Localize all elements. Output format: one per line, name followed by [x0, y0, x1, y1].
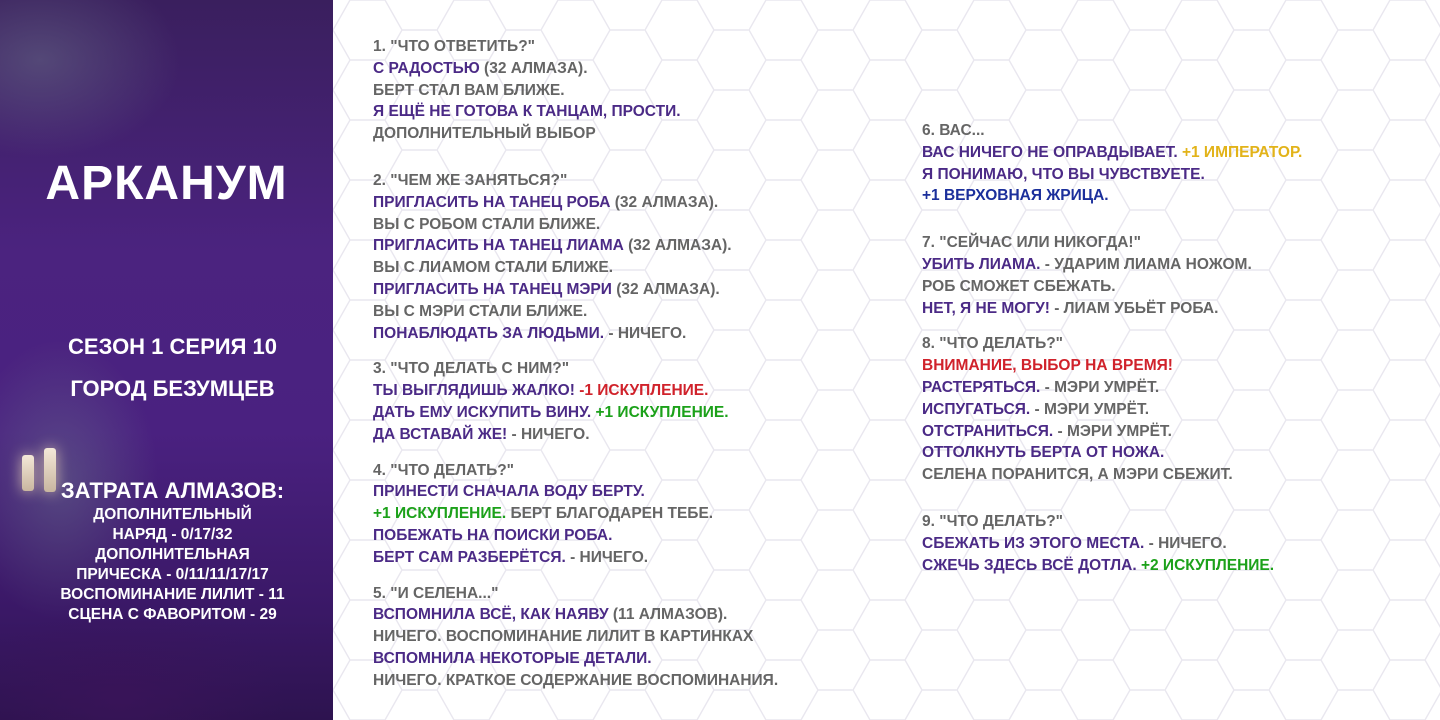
cost-line: ДОПОЛНИТЕЛЬНАЯ	[95, 546, 250, 563]
choice-result: ВЫ С ЛИАМОМ СТАЛИ БЛИЖЕ.	[373, 259, 614, 277]
sidebar-panel	[0, 0, 333, 720]
choice-result: СЕЛЕНА ПОРАНИТСЯ, А МЭРИ СБЕЖИТ.	[922, 466, 1233, 484]
choice-line	[373, 279, 778, 301]
choice-result: БЕРТ СТАЛ ВАМ БЛИЖЕ.	[373, 81, 565, 99]
choice-line	[373, 424, 778, 446]
choice-result: - НИЧЕГО.	[1144, 534, 1227, 552]
choice-line	[373, 235, 778, 257]
choice-line	[922, 142, 1302, 164]
choice-result: (32 АЛМАЗА).	[479, 59, 588, 77]
choice-block-5	[373, 583, 778, 692]
question-header: 1. "ЧТО ОТВЕТИТЬ?"	[373, 38, 536, 55]
cost-line: СЦЕНА С ФАВОРИТОМ - 29	[68, 606, 277, 623]
choice-result: НИЧЕГО. ВОСПОМИНАНИЕ ЛИЛИТ В КАРТИНКАХ	[373, 628, 754, 646]
choice-effect: +1 ВЕРХОВНАЯ ЖРИЦА.	[922, 187, 1109, 205]
choice-line	[373, 192, 778, 214]
choice-option: ТЫ ВЫГЛЯДИШЬ ЖАЛКО!	[373, 382, 575, 400]
choice-result: ДОПОЛНИТЕЛЬНЫЙ ВЫБОР	[373, 125, 596, 143]
choice-line	[373, 503, 778, 525]
question-header: 5. "И СЕЛЕНА..."	[373, 584, 499, 602]
choice-result: РОБ СМОЖЕТ СБЕЖАТЬ.	[922, 277, 1116, 295]
choice-line	[373, 323, 778, 345]
choice-line	[922, 399, 1302, 421]
choice-block-1	[373, 36, 778, 145]
question-header: 9. "ЧТО ДЕЛАТЬ?"	[922, 512, 1064, 530]
timed-choice-warning: ВНИМАНИЕ, ВЫБОР НА ВРЕМЯ!	[922, 357, 1173, 375]
choice-result: - НИЧЕГО.	[604, 324, 687, 342]
choice-result: - МЭРИ УМРЁТ.	[1040, 378, 1160, 396]
choice-option: ОТСТРАНИТЬСЯ.	[922, 422, 1054, 440]
cost-line: ВОСПОМИНАНИЕ ЛИЛИТ - 11	[60, 586, 285, 603]
episode-title: ГОРОД БЕЗУМЦЕВ	[70, 376, 275, 401]
choice-result: - УДАРИМ ЛИАМА НОЖОМ.	[1040, 255, 1252, 273]
choice-result: - МЭРИ УМРЁТ.	[1053, 422, 1172, 440]
choice-option: СБЕЖАТЬ ИЗ ЭТОГО МЕСТА.	[922, 534, 1145, 552]
choice-option: СЖЕЧЬ ЗДЕСЬ ВСЁ ДОТЛА.	[922, 556, 1137, 574]
choice-block-7	[922, 232, 1302, 319]
choice-result: (32 АЛМАЗА).	[611, 280, 720, 298]
choice-option: БЕРТ САМ РАЗБЕРЁТСЯ.	[373, 548, 566, 566]
episode-info	[0, 326, 333, 410]
choice-option: Я ЕЩЁ НЕ ГОТОВА К ТАНЦАМ, ПРОСТИ.	[373, 103, 681, 121]
choice-option: ПРИГЛАСИТЬ НА ТАНЕЦ РОБА	[373, 193, 611, 211]
choice-result: ВЫ С РОБОМ СТАЛИ БЛИЖЕ.	[373, 215, 601, 233]
choice-result: (11 АЛМАЗОВ).	[608, 606, 728, 624]
choice-option: УБИТЬ ЛИАМА.	[922, 255, 1041, 273]
choice-line	[373, 402, 778, 424]
choice-line	[922, 533, 1302, 555]
choice-effect: +2 ИСКУПЛЕНИЕ.	[1136, 556, 1275, 574]
cost-line: ПРИЧЕСКА - 0/11/11/17/17	[76, 566, 269, 583]
choice-effect: +1 ИМПЕРАТОР.	[1177, 143, 1303, 161]
choice-block-9	[922, 511, 1302, 576]
choice-result: - МЭРИ УМРЁТ.	[1030, 400, 1150, 418]
choice-option: ДАТЬ ЕМУ ИСКУПИТЬ ВИНУ.	[373, 403, 592, 421]
choices-column-right	[922, 120, 1302, 582]
choice-option: С РАДОСТЬЮ	[373, 59, 480, 77]
choice-option: НЕТ, Я НЕ МОГУ!	[922, 299, 1050, 317]
choice-line	[922, 254, 1302, 276]
choice-block-3	[373, 358, 778, 445]
choice-effect: +1 ИСКУПЛЕНИЕ.	[591, 403, 729, 421]
choice-block-6	[922, 120, 1302, 207]
choice-result: БЕРТ БЛАГОДАРЕН ТЕБЕ.	[506, 505, 714, 523]
choice-block-4	[373, 460, 778, 569]
choice-effect: +1 ИСКУПЛЕНИЕ.	[373, 505, 507, 523]
choice-option: РАСТЕРЯТЬСЯ.	[922, 378, 1041, 396]
question-header: 8. "ЧТО ДЕЛАТЬ?"	[922, 335, 1064, 353]
choice-option: ДА ВСТАВАЙ ЖЕ!	[373, 425, 508, 443]
game-title: АРКАНУМ	[45, 157, 288, 210]
question-header: 7. "СЕЙЧАС ИЛИ НИКОГДА!"	[922, 234, 1141, 252]
choice-option: ВСПОМНИЛА НЕКОТОРЫЕ ДЕТАЛИ.	[373, 649, 652, 667]
choice-option: ВАС НИЧЕГО НЕ ОПРАВДЫВАЕТ.	[922, 143, 1178, 161]
choice-line	[922, 421, 1302, 443]
choice-line	[373, 604, 778, 626]
cost-title: ЗАТРАТА АЛМАЗОВ:	[60, 478, 285, 503]
choice-option: ОТТОЛКНУТЬ БЕРТА ОТ НОЖА.	[922, 444, 1165, 462]
diamond-cost-block	[0, 478, 333, 625]
choice-line	[373, 58, 778, 80]
choice-result: НИЧЕГО. КРАТКОЕ СОДЕРЖАНИЕ ВОСПОМИНАНИЯ.	[373, 671, 779, 689]
season-episode: СЕЗОН 1 СЕРИЯ 10	[68, 334, 277, 359]
choice-block-8	[922, 333, 1302, 486]
choice-line	[922, 298, 1302, 320]
choice-result: - НИЧЕГО.	[565, 548, 649, 566]
question-header: 6. ВАС...	[922, 122, 985, 139]
choice-option: Я ПОНИМАЮ, ЧТО ВЫ ЧУВСТВУЕТЕ.	[922, 165, 1205, 183]
cost-line: ДОПОЛНИТЕЛЬНЫЙ	[93, 506, 252, 523]
question-header: 4. "ЧТО ДЕЛАТЬ?"	[373, 461, 515, 479]
choice-result: (32 АЛМАЗА).	[623, 237, 732, 255]
choice-result: ВЫ С МЭРИ СТАЛИ БЛИЖЕ.	[373, 302, 588, 320]
choice-option: ПОНАБЛЮДАТЬ ЗА ЛЮДЬМИ.	[373, 324, 605, 342]
question-header: 3. "ЧТО ДЕЛАТЬ С НИМ?"	[373, 360, 570, 378]
cost-line: НАРЯД - 0/17/32	[112, 526, 233, 543]
choice-line	[373, 380, 778, 402]
choice-result: - ЛИАМ УБЬЁТ РОБА.	[1049, 299, 1219, 317]
choice-line	[922, 377, 1302, 399]
choice-option: ИСПУГАТЬСЯ.	[922, 400, 1031, 418]
choice-option: ПРИГЛАСИТЬ НА ТАНЕЦ ЛИАМА	[373, 237, 624, 255]
choice-line	[373, 547, 778, 569]
choice-option: ПРИНЕСТИ СНАЧАЛА ВОДУ БЕРТУ.	[373, 483, 645, 501]
choice-line	[922, 555, 1302, 577]
choice-block-2	[373, 170, 778, 344]
choice-option: ПРИГЛАСИТЬ НА ТАНЕЦ МЭРИ	[373, 280, 612, 298]
choice-option: ПОБЕЖАТЬ НА ПОИСКИ РОБА.	[373, 526, 613, 544]
question-header: 2. "ЧЕМ ЖЕ ЗАНЯТЬСЯ?"	[373, 171, 568, 189]
choice-result: (32 АЛМАЗА).	[610, 193, 719, 211]
choice-option: ВСПОМНИЛА ВСЁ, КАК НАЯВУ	[373, 606, 609, 624]
choice-effect: -1 ИСКУПЛЕНИЕ.	[574, 382, 709, 400]
choice-result: - НИЧЕГО.	[507, 425, 590, 443]
choices-column-left	[373, 36, 778, 698]
